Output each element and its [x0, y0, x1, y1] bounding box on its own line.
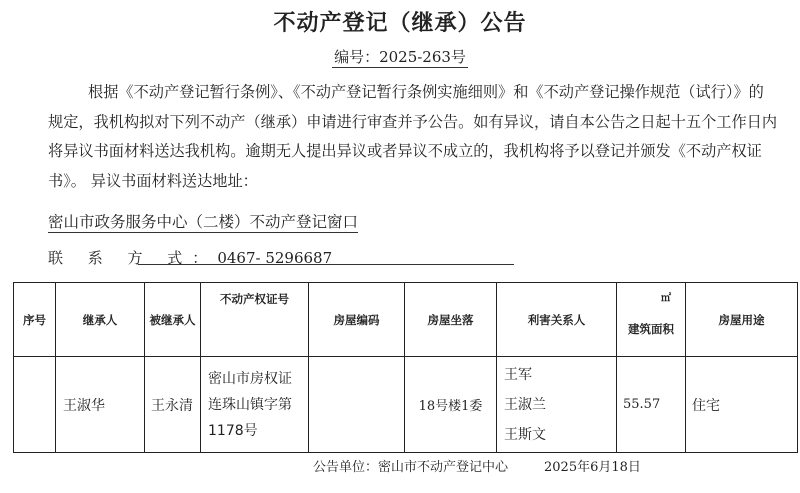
- header-area: [617, 283, 686, 357]
- contact-underline: [138, 264, 514, 265]
- cert-line: 1178号: [208, 422, 258, 439]
- notice-title: 不动产登记（继承）公告: [273, 11, 527, 36]
- contact-label: 联 系 方 式：: [48, 249, 218, 267]
- header-decedent: 被继承人: [145, 283, 201, 357]
- table-row: [14, 357, 798, 453]
- publisher: 公告单位：密山市不动产登记中心: [313, 460, 509, 475]
- publish-date: 2025年6月18日: [544, 460, 641, 475]
- cell-house-no: [309, 357, 405, 453]
- header-seq: 序号: [14, 283, 56, 357]
- area-unit: ㎡: [661, 293, 671, 304]
- cert-line: 连珠山镇字第: [208, 396, 292, 413]
- table-header-row: [14, 283, 798, 357]
- cell-interested-party: [497, 357, 617, 453]
- document-number-text: 编号：2025-263号: [334, 48, 466, 66]
- header-usage: 房屋用途: [686, 283, 798, 357]
- address-underline: [48, 232, 358, 233]
- registration-table: [13, 282, 798, 453]
- footer: [313, 456, 641, 475]
- header-heir: 继承人: [56, 283, 145, 357]
- cert-line: 密山市房权证: [208, 370, 292, 387]
- cell-decedent: 王永清: [145, 357, 201, 453]
- cell-location: 18号楼1委: [405, 357, 497, 453]
- cell-seq: [14, 357, 56, 453]
- cell-area: 55.57: [617, 357, 686, 453]
- objection-address: 密山市政务服务中心（二楼）不动产登记窗口: [48, 213, 359, 231]
- interested-name: 王斯文: [504, 426, 546, 443]
- notice-body: 根据《不动产登记暂行条例》、《不动产登记暂行条例实施细则》和《不动产登记操作规范（试行）》的规定，我机构拟对下列不动产（继承）申请进行审查并予公告。如有异议，请自本公告之日起十五个工作日内将异议书面材料送达我机构。逾期无人提出异议或者异议不成立的，我机构将予以登记并颁发《不动产权证书》。 异议书面材料送达地址：: [48, 83, 777, 190]
- header-cert-no: 不动产权证号: [201, 283, 309, 357]
- contact-phone: 0467- 5296687: [217, 249, 333, 267]
- header-location: 房屋坐落: [405, 283, 497, 357]
- header-house-no: 房屋编码: [309, 283, 405, 357]
- cell-heir: 王淑华: [56, 357, 145, 453]
- cell-usage: 住宅: [686, 357, 798, 453]
- header-interested-party: 利害关系人: [497, 283, 617, 357]
- interested-name: 王军: [504, 366, 532, 383]
- cell-cert-no: [201, 357, 309, 453]
- contact-row: [48, 247, 332, 268]
- interested-name: 王淑兰: [504, 396, 546, 413]
- document-number: [0, 46, 800, 67]
- area-label: 建筑面积: [628, 322, 674, 336]
